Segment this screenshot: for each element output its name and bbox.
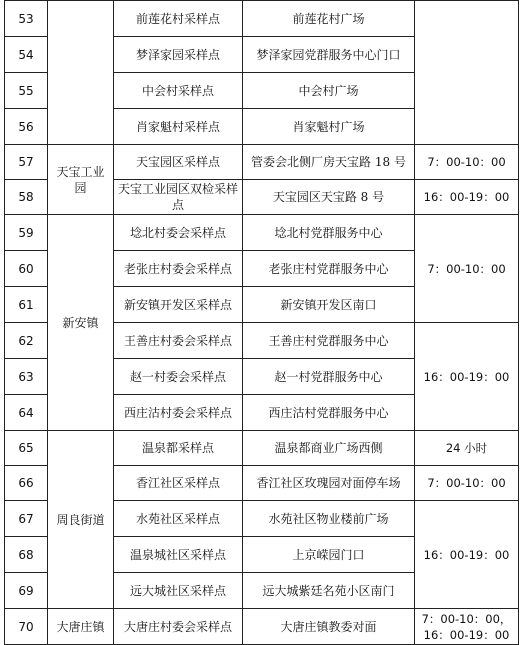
row-number: 54 xyxy=(5,37,48,73)
row-number: 65 xyxy=(5,431,48,466)
row-number: 57 xyxy=(5,145,48,180)
site-name: 大唐庄村委会采样点 xyxy=(114,609,243,645)
row-number: 56 xyxy=(5,109,48,145)
site-name: 赵一村委会采样点 xyxy=(114,359,243,395)
site-name: 梦泽家园采样点 xyxy=(114,37,243,73)
site-address: 梦泽家园党群服务中心门口 xyxy=(243,37,415,73)
site-address: 远大城紫廷名苑小区南门 xyxy=(243,573,415,609)
site-address: 天宝园区天宝路 8 号 xyxy=(243,180,415,215)
area-name: 新安镇 xyxy=(48,215,114,431)
site-address: 老张庄村党群服务中心 xyxy=(243,251,415,287)
site-name: 肖家魁村采样点 xyxy=(114,109,243,145)
table-row xyxy=(5,1,519,37)
site-address: 新安镇开发区南口 xyxy=(243,287,415,323)
site-address: 上京嵘园门口 xyxy=(243,537,415,573)
area-name: 天宝工业园 xyxy=(48,145,114,215)
time-cell-blank xyxy=(415,1,519,145)
area-name: 大唐庄镇 xyxy=(48,609,114,645)
site-name: 香江社区采样点 xyxy=(114,466,243,501)
site-address: 肖家魁村广场 xyxy=(243,109,415,145)
site-name: 西庄沽村委会采样点 xyxy=(114,395,243,431)
site-name: 王善庄村委会采样点 xyxy=(114,323,243,359)
table-row xyxy=(5,145,519,180)
opening-hours: 7：00-10：00 xyxy=(415,466,519,501)
site-name: 埝北村委会采样点 xyxy=(114,215,243,251)
site-address: 西庄沽村党群服务中心 xyxy=(243,395,415,431)
row-number: 60 xyxy=(5,251,48,287)
site-name: 温泉都采样点 xyxy=(114,431,243,466)
row-number: 55 xyxy=(5,73,48,109)
opening-hours: 16：00-19：00 xyxy=(415,323,519,431)
site-address: 温泉都商业广场西侧 xyxy=(243,431,415,466)
row-number: 70 xyxy=(5,609,48,645)
row-number: 61 xyxy=(5,287,48,323)
table-row xyxy=(5,431,519,466)
site-address: 水苑社区物业楼前广场 xyxy=(243,501,415,537)
row-number: 53 xyxy=(5,1,48,37)
row-number: 59 xyxy=(5,215,48,251)
site-address: 香江社区玫瑰园对面停车场 xyxy=(243,466,415,501)
site-name: 老张庄村委会采样点 xyxy=(114,251,243,287)
site-address: 中会村广场 xyxy=(243,73,415,109)
opening-hours-line: 16：00-19：00 xyxy=(423,627,510,642)
site-address: 大唐庄镇教委对面 xyxy=(243,609,415,645)
site-name: 天宝园区采样点 xyxy=(114,145,243,180)
site-address: 埝北村党群服务中心 xyxy=(243,215,415,251)
table-row xyxy=(5,215,519,251)
site-name: 温泉城社区采样点 xyxy=(114,537,243,573)
site-name: 前莲花村采样点 xyxy=(114,1,243,37)
opening-hours-line: 7：00-10：00， xyxy=(421,611,512,626)
opening-hours: 7：00-10：00 xyxy=(415,215,519,323)
site-name: 新安镇开发区采样点 xyxy=(114,287,243,323)
row-number: 68 xyxy=(5,537,48,573)
opening-hours xyxy=(415,609,519,645)
opening-hours: 24 小时 xyxy=(415,431,519,466)
site-name: 天宝工业园区双检采样点 xyxy=(114,180,243,215)
row-number: 69 xyxy=(5,573,48,609)
site-name: 远大城社区采样点 xyxy=(114,573,243,609)
site-address: 王善庄村党群服务中心 xyxy=(243,323,415,359)
opening-hours: 16：00-19：00 xyxy=(415,180,519,215)
site-address: 管委会北侧厂房天宝路 18 号 xyxy=(243,145,415,180)
opening-hours: 16：00-19：00 xyxy=(415,501,519,609)
site-address: 前莲花村广场 xyxy=(243,1,415,37)
opening-hours: 7：00-10：00 xyxy=(415,145,519,180)
area-name: 周良街道 xyxy=(48,431,114,609)
site-address: 赵一村党群服务中心 xyxy=(243,359,415,395)
site-name: 水苑社区采样点 xyxy=(114,501,243,537)
sampling-points-table xyxy=(4,0,519,645)
site-name: 中会村采样点 xyxy=(114,73,243,109)
table-row xyxy=(5,609,519,645)
row-number: 67 xyxy=(5,501,48,537)
row-number: 62 xyxy=(5,323,48,359)
row-number: 66 xyxy=(5,466,48,501)
row-number: 58 xyxy=(5,180,48,215)
row-number: 63 xyxy=(5,359,48,395)
row-number: 64 xyxy=(5,395,48,431)
area-cell-blank xyxy=(48,1,114,145)
